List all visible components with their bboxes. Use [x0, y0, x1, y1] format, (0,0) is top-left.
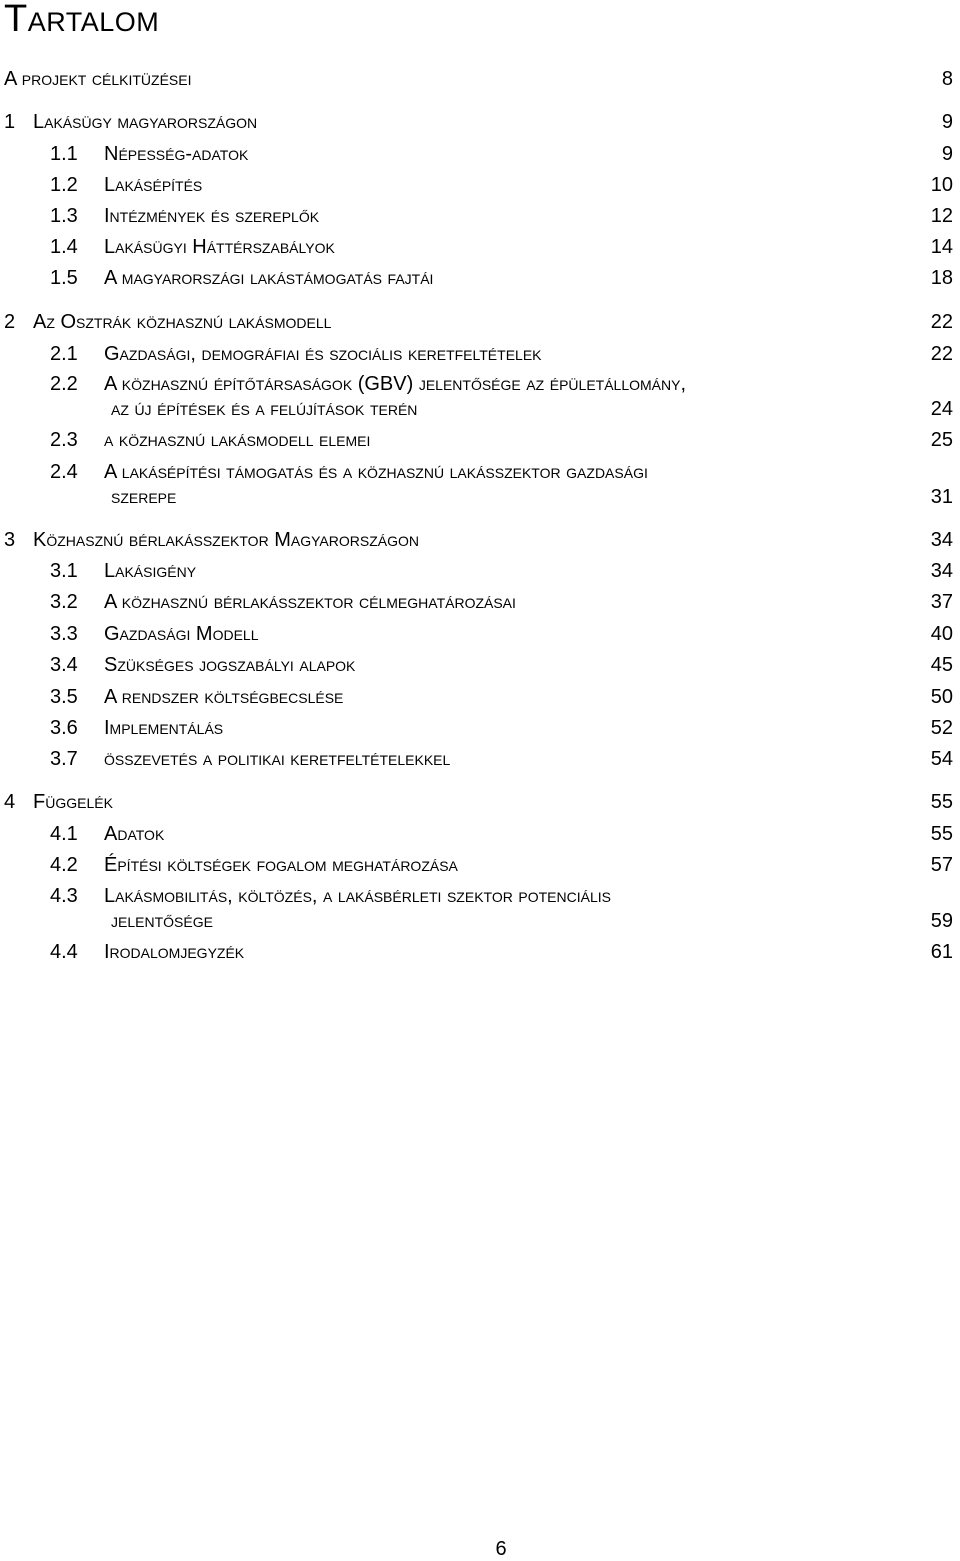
toc-entry-number: 1.2 [50, 174, 78, 196]
toc-entry-text: Népesség-adatok [104, 143, 249, 165]
toc-entry-text: A közhasznú építőtársaságok (GBV) jelentősége az épületállomány, [104, 373, 687, 395]
toc-entry-number: 3 [4, 529, 16, 551]
toc-entry-number: 2.2 [50, 373, 78, 395]
toc-entry-text: Lakásügyi Háttérszabályok [104, 236, 335, 258]
toc-entry-text: Az Osztrák közhasznú lakásmodell [33, 311, 332, 333]
toc-entry-text: összevetés a politikai keretfeltételekkel [104, 748, 451, 770]
toc-entry-text: Intézmények és szereplők [104, 205, 320, 227]
toc-entry-number: 3.5 [50, 686, 78, 708]
toc-entry-text: Lakásépítés [104, 174, 203, 196]
toc-entry-number: 1.5 [50, 267, 78, 289]
toc-entry-page: 14 [930, 236, 953, 258]
toc-entry-text: Gazdasági, demográfiai és szociális keretfeltételek [104, 343, 542, 365]
toc-entry-text: Közhasznú bérlakásszektor Magyarországon [33, 529, 419, 551]
toc-entry-page: 55 [930, 823, 953, 845]
page-number: 6 [495, 1538, 507, 1560]
toc-entry-text: A közhasznú bérlakásszektor célmeghatározásai [104, 591, 516, 613]
toc-entry-page: 25 [930, 429, 953, 451]
toc-entry-page: 45 [930, 654, 953, 676]
toc-entry-number: 1.3 [50, 205, 78, 227]
toc-entry-page: 18 [930, 267, 953, 289]
toc-entry-text-continued: szerepe [111, 486, 177, 508]
toc-entry-page: 55 [930, 791, 953, 813]
toc-entry-number: 1.4 [50, 236, 78, 258]
toc-entry-page: 10 [930, 174, 953, 196]
toc-entry-page: 40 [930, 623, 953, 645]
toc-entry-number: 3.1 [50, 560, 78, 582]
toc-entry-page: 57 [930, 854, 953, 876]
toc-entry-number: 2.1 [50, 343, 78, 365]
toc-entry-page: 61 [930, 941, 953, 963]
toc-entry-number: 2.3 [50, 429, 78, 451]
toc-entry-number: 3.4 [50, 654, 78, 676]
toc-entry-number: 2 [4, 311, 16, 333]
toc-entry-text: Implementálás [104, 717, 224, 739]
toc-entry-text: Lakásigény [104, 560, 197, 582]
toc-entry-number: 1.1 [50, 143, 78, 165]
toc-entry-page: 31 [930, 486, 953, 508]
toc-entry-number: 3.3 [50, 623, 78, 645]
toc-entry-number: 4.2 [50, 854, 78, 876]
toc-entry-page: 22 [930, 343, 953, 365]
toc-entry-text: Szükséges jogszabályi alapok [104, 654, 356, 676]
toc-entry-page: 12 [930, 205, 953, 227]
toc-entry-number: 2.4 [50, 461, 78, 483]
toc-entry-page: 50 [930, 686, 953, 708]
toc-entry-page: 9 [941, 111, 953, 133]
toc-entry-page: 34 [930, 529, 953, 551]
toc-entry-text: a közhasznú lakásmodell elemei [104, 429, 371, 451]
toc-entry-number: 3.2 [50, 591, 78, 613]
toc-entry-text-continued: az új építések és a felújítások terén [111, 398, 418, 420]
toc-entry-text: Adatok [104, 823, 165, 845]
toc-entry-page: 9 [941, 143, 953, 165]
toc-entry-page: 59 [930, 910, 953, 932]
toc-entry-text: Függelék [33, 791, 113, 813]
toc-entry-page: 52 [930, 717, 953, 739]
toc-entry-text: Építési költségek fogalom meghatározása [104, 854, 458, 876]
toc-entry-page: 24 [930, 398, 953, 420]
toc-entry-page: 54 [930, 748, 953, 770]
toc-entry-text: A projekt célkitüzései [4, 68, 192, 90]
toc-entry-page: 8 [941, 68, 953, 90]
toc-entry-text: Irodalomjegyzék [104, 941, 245, 963]
toc-entry-text: Lakásügy magyarországon [33, 111, 258, 133]
toc-entry-text: Lakásmobilitás, költözés, a lakásbérleti szektor potenciális [104, 885, 611, 907]
toc-title: Tartalom [4, 0, 160, 40]
toc-entry-number: 1 [4, 111, 16, 133]
toc-entry-text: A rendszer költségbecslése [104, 686, 344, 708]
toc-entry-number: 4 [4, 791, 16, 813]
toc-entry-text: A lakásépítési támogatás és a közhasznú lakásszektor gazdasági [104, 461, 648, 483]
toc-entry-number: 4.4 [50, 941, 78, 963]
toc-entry-number: 3.6 [50, 717, 78, 739]
toc-entry-number: 4.1 [50, 823, 78, 845]
toc-entry-number: 3.7 [50, 748, 78, 770]
toc-entry-text: Gazdasági Modell [104, 623, 259, 645]
toc-entry-text: A magyarországi lakástámogatás fajtái [104, 267, 434, 289]
toc-entry-page: 34 [930, 560, 953, 582]
toc-entry-page: 37 [930, 591, 953, 613]
toc-entry-text-continued: jelentősége [111, 910, 213, 932]
toc-entry-page: 22 [930, 311, 953, 333]
toc-entry-number: 4.3 [50, 885, 78, 907]
